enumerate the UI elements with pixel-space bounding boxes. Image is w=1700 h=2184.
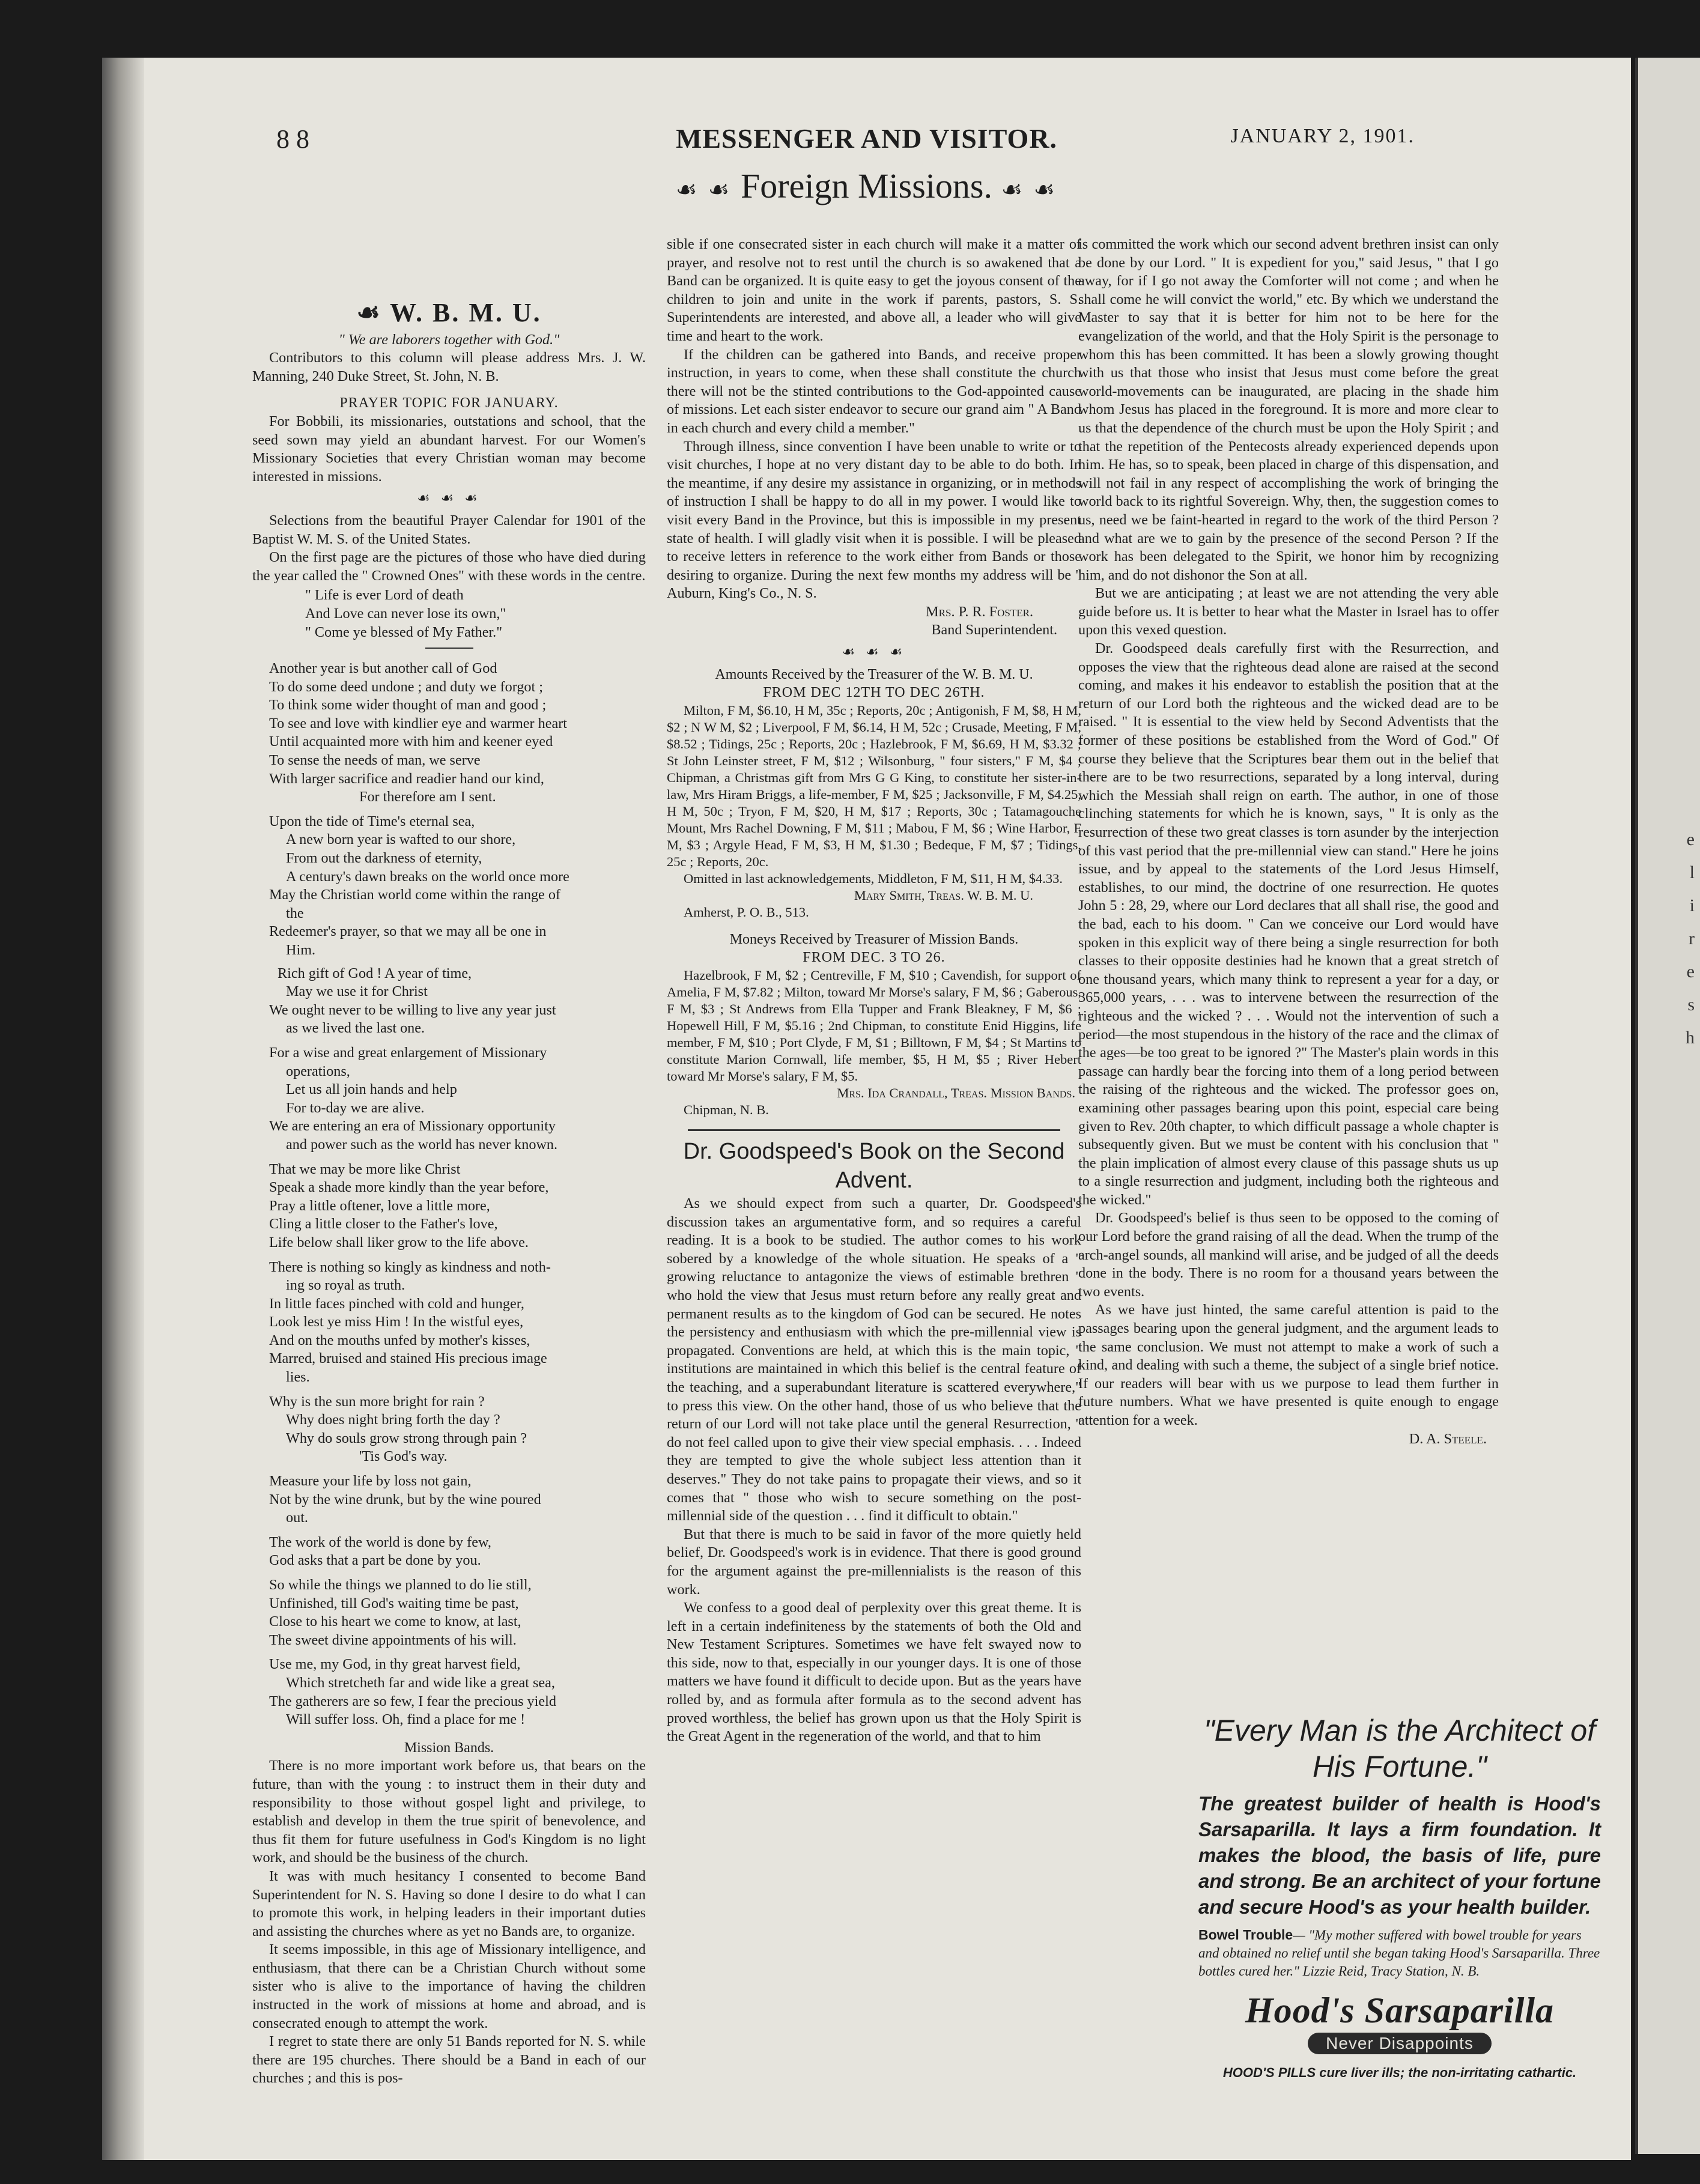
issue-date: JANUARY 2, 1901.	[1230, 125, 1415, 147]
wbmu-heading: ☙ W. B. M. U.	[356, 298, 542, 327]
adjacent-page-sliver	[1635, 58, 1700, 2154]
page-number: 8 8	[276, 124, 309, 154]
mission-bands-para-1: There is no more important work before us, that bears on the future, than with the young : to instruct them in their duty and responsibility to those without gospel light and privilege, to establish and develop in them the true spirit of benevolence, and thus fit them for future usefulness in God's Kingdom is no light work, and should be the business of the church.	[252, 1758, 646, 1866]
signature-foster-title: Band Superintendent.	[931, 622, 1057, 639]
book-review-cont-2: But we are anticipating ; at least we are not attending the very able guide before us. It is better to hear what the Master in Israel has to offer upon this vexed question.	[1078, 585, 1499, 639]
signature-smith: Mary Smith, Treas. W. B. M. U.	[854, 887, 1033, 903]
sliver-letter: e	[1686, 962, 1695, 981]
signature-crandall-address: Chipman, N. B.	[684, 1102, 769, 1118]
book-review-cont-5: As we have just hinted, the same careful attention is paid to the passages bearing upon the general judgment, and the argument leads to the same conclusion. We must not attempt to make a work of such a kind, and dealing with such a theme, the subject of a single brief notice. If our readers will bear with us we purpose to lead them further in future numbers. What we have presented is quite enough to engage attention for a week.	[1078, 1302, 1499, 1428]
poem-work-of-world: The work of the world is done by few, God asks that a part be done by you.	[269, 1533, 491, 1569]
book-review-heading: Dr. Goodspeed's Book on the Second Advent.	[683, 1139, 1065, 1194]
divider-rule	[688, 1129, 1060, 1131]
sliver-letter: r	[1689, 929, 1695, 948]
book-review-para-2: But that there is much to be said in favor of the more quietly held belief, Dr. Goodspeed's work is in evidence. That there is good ground for the argument against the pre-millennialists is the reason of this work.	[667, 1526, 1081, 1598]
amounts-heading: Amounts Received by the Treasurer of the W. B. M. U.	[715, 666, 1033, 682]
section-title	[102, 166, 1631, 206]
mission-bands-cont-1: sible if one consecrated sister in each church will make it a matter of prayer, and resolve not to rest until the church is so awakened that a Band can be organized. It is quite easy to get the joyous consent of the children to join and unite in the work if parents, pastors, S. S. Superintendents are interested, and above all, a leader who will give time and heart to the work.	[667, 236, 1081, 344]
poem-kindness: There is nothing so kingly as kindness and noth- ing so royal as truth. In little faces pinched with cold and hunger, Look lest ye miss Him ! In the wistful eyes, And on the mouths unfed by mother's kisses, Marred, bruised and stained His precious image lies.	[269, 1258, 551, 1386]
wbmu-motto: " We are laborers together with God."	[338, 331, 560, 348]
wbmu-ornament-icon: ☙	[356, 298, 390, 327]
sliver-letter: h	[1686, 1028, 1695, 1048]
column-3	[1078, 235, 1499, 1448]
mission-bands-para-3: It seems impossible, in this age of Missionary intelligence, and enthusiasm, that there can be a Christian Church without some sister who is alive to the importance of having the children instructed in the work of missions at home and abroad, and is consecrated enough to attempt the work.	[252, 1941, 646, 2031]
book-review-cont-4: Dr. Goodspeed's belief is thus seen to be opposed to the coming of our Lord before the grand raising of all the dead. When the trump of the arch-angel sounds, all mankind will arise, and be judged of all the deeds done in the body. There is no room for a thousand years between the two events.	[1078, 1210, 1499, 1300]
poem-like-christ: That we may be more like Christ Speak a shade more kindly than the year before, Pray a little oftener, love a little more, Cling a little closer to the Father's love, Life below shall liker grow to the life above.	[269, 1160, 549, 1251]
column-2	[667, 235, 1081, 1746]
prayer-topic-heading: PRAYER TOPIC FOR JANUARY.	[339, 395, 559, 411]
mission-bands-cont-3: Through illness, since convention I have been unable to write or to visit churches, I hope at no very distant day to be able to do both. In the meantime, if any desire my assistance in organizing, or in methods of instruction I shall be happy to do all in my power. I would like to visit every Band in the Province, but this is impossible in my present state of health. I will gladly visit when it is possible. I will be pleased to receive letters in reference to the work either from Bands or those desiring to organize. During the next few months my address will be " Auburn, King's Co., N. S.	[667, 438, 1081, 602]
section-title-text: Foreign Missions.	[741, 166, 992, 205]
mission-bands-para-2: It was with much hesitancy I consented to become Band Superintendent for N. S. Having so done I desire to do what I can to promote this work, in helping leaders in their important duties and assisting the churches where as yet no Bands are, to organize.	[252, 1867, 646, 1940]
signature-smith-address: Amherst, P. O. B., 513.	[684, 904, 809, 920]
ornament-left-icon: ☙ ☙	[675, 176, 732, 203]
newspaper-page	[102, 58, 1631, 2160]
ad-logo	[1198, 1990, 1601, 2054]
ad-brand-name: Hood's Sarsaparilla	[1245, 1991, 1555, 2030]
section-divider-stars: ☙ ☙ ☙	[842, 645, 906, 661]
signature-crandall: Mrs. Ida Crandall, Treas. Mission Bands.	[837, 1085, 1075, 1101]
ad-testimonial-text: — "My mother suffered with bowel trouble for years and obtained no relief until she began taking Hood's Sarsaparilla. Three bottles cured her." Lizzie Reid, Tracy Station, N. B.	[1198, 1928, 1600, 1979]
ad-testimonial	[1198, 1926, 1601, 1980]
column-1	[252, 226, 646, 2088]
signature-steele: D. A. Steele.	[1409, 1430, 1487, 1447]
signature-foster: Mrs. P. R. Foster.	[926, 603, 1033, 620]
motto-verse: " Life is ever Lord of death And Love can never lose its own," " Come ye blessed of My Father."	[305, 587, 506, 640]
poem-another-year: Another year is but another call of God To do some deed undone ; and duty we forgot ; To think some wider thought of man and good ; To see and love with kindlier eye and warmer heart Until acquainted more with him and keener eyed To sense the needs of man, we serve With larger sacrifice and readier hand our kind, For therefore am I sent.	[269, 660, 567, 805]
poem-measure: Measure your life by loss not gain, Not by the wine drunk, but by the wine poured out.	[269, 1473, 541, 1526]
poem-gods-way: Why is the sun more bright for rain ? Why does night bring forth the day ? Why do souls grow strong through pain ? 'Tis God's way.	[269, 1393, 527, 1465]
poem-tide-of-time: Upon the tide of Time's eternal sea, A new born year is wafted to our shore, From out the darkness of eternity, A century's dawn breaks on the world once more May the Christian world come within the range of the Redeemer's prayer, so that we may all be one in Him. Rich gift of God ! A year of time, May we use it for Christ We ought never to be willing to live any year just as we lived the last one.	[269, 813, 569, 1037]
divider-rule	[425, 648, 473, 649]
ad-headline: "Every Man is the Architect of His Fortune."	[1203, 1714, 1596, 1783]
prayer-topic-text: For Bobbili, its missionaries, outstations and school, that the seed sown may yield an abundant harvest. For our Women's Missionary Societies that every Christian woman may become interested in missions.	[252, 413, 646, 485]
mission-bands-para-4: I regret to state there are only 51 Bands reported for N. S. while there are 195 churches. There should be a Band in each of our churches ; and this is pos-	[252, 2033, 646, 2087]
amounts-list: Milton, F M, $6.10, H M, 35c ; Reports, 20c ; Antigonish, F M, $8, H M, $2 ; N W M, $2 ; Liverpool, F M, $6.14, H M, 52c ; Crusade, Meeting, F M, $8.52 ; Tidings, 25c ; Reports, 20c ; Hazlebrook, F M, $6.69, H M, $3.32 ; St John Leinster street, F M, $12 ; Wilsonburg, " four sisters," F M, $4 ; Chipman, a Christmas gift from Mrs G G King, to constitute her sister-in-law, Mrs Hiram Briggs, a life-member, F M, $25 ; Jacksonville, F M, $4.25, H M, 50c ; Tryon, F M, $20, H M, $17 ; Reports, 30c ; Tatamagouche Mount, Mrs Rachel Downing, F M, $11 ; Mabou, F M, $6 ; Wine Harbor, F M, $3 ; Argyle Head, F M, $3, H M, $1.30 ; Bedeque, F M, $7 ; Tidings, 25c ; Reports, 20c.	[667, 702, 1081, 869]
ad-body: The greatest builder of health is Hood's Sarsaparilla. It lays a firm foundation. It makes the blood, the basis of life, pure and strong. Be an architect of your fortune and secure Hood's as your health builder.	[1198, 1792, 1601, 1918]
ad-slogan: Never Disappoints	[1308, 2033, 1492, 2054]
moneys-date-range: FROM DEC. 3 TO 26.	[803, 950, 946, 966]
amounts-omitted: Omitted in last acknowledgements, Middleton, F M, $11, H M, $4.33.	[684, 870, 1063, 886]
ad-footer: HOOD'S PILLS cure liver ills; the non-irritating cathartic.	[1222, 2065, 1577, 2080]
poem-use-me: Use me, my God, in thy great harvest field, Which stretcheth far and wide like a great sea, The gatherers are so few, I fear the precious yield Will suffer loss. Oh, find a place for me !	[269, 1656, 556, 1728]
section-divider-stars: ☙ ☙ ☙	[417, 491, 481, 507]
sliver-letter: e	[1686, 830, 1695, 849]
amounts-date-range: FROM DEC 12TH TO DEC 26TH.	[763, 685, 985, 701]
masthead: MESSENGER AND VISITOR.	[675, 123, 1058, 154]
poem-things-planned: So while the things we planned to do lie still, Unfinished, till God's waiting time be past, Close to his heart we come to know, at last, The sweet divine appointments of his will.	[269, 1577, 532, 1648]
selections-para-1: Selections from the beautiful Prayer Calendar for 1901 of the Baptist W. M. S. of the United States.	[252, 512, 646, 547]
sliver-letter: s	[1687, 995, 1695, 1015]
book-review-para-3: We confess to a good deal of perplexity over this great theme. It is left in a certain indefiniteness by the statements of both the Old and New Testament Scriptures. Sometimes we have felt swayed now to this side, now to that, especially in our younger days. It is one of those matters we have found it difficult to decide upon. But as the years have rolled by, and as formula after formula as to the second advent has proved worthless, the belief has grown upon us that the Holy Spirit is the Great Agent in the regeneration of the world, and that to him	[667, 1600, 1081, 1745]
mission-bands-cont-2: If the children can be gathered into Bands, and receive proper instruction, in years to come, when these shall constitute the church there will not be the stinted contributions to the God-appointed cause of missions. Let each sister endeavor to secure our grand aim " A Band in each church and every child a member."	[667, 346, 1081, 436]
book-review-cont-1: is committed the work which our second advent brethren insist can only be done by our Lord. " It is expedient for you," said Jesus, " that I go away, for if I go not away the Comforter will not come ; and when he shall come he will convict the world," etc. By which we understand the Master to say that it is better for him not to be here for the evangelization of the world, and that the Holy Spirit is the personage to whom this has been committed. It has been a slowly growing thought with us that those who insist that Jesus must come before the great world-movements can be inaugurated, are placing in the shade him whom Jesus has placed in the foreground. It is more and more clear to us that the dependence of the church must be upon the Holy Spirit ; and that the repetition of the Pentecosts already experienced depends upon him. He has, so to speak, been placed in charge of this dispensation, and will not fail in any respect of accomplishing the work of bringing the world back to its rightful Sovereign. Why, then, the suggestion comes to us, need we be faint-hearted in regard to the work of the third Person ? and what are we to gain by the presence of the second Person ? If the work has been delegated to the Spirit, we honor him by recognizing him, and do not dishonor the Son at all.	[1078, 236, 1499, 583]
book-review-cont-3: Dr. Goodspeed deals carefully first with the Resurrection, and opposes the view that the righteous dead alone are raised at the second coming, and makes it his endeavor to establish the position that at the return of our Lord both the righteous and the wicked dead are to be raised. " It is essential to the view held by Second Adventists that the former of these positions be established from the Word of God." Of course they believe that the Scriptures bear them out in the belief that there are to be two resurrections, separated by a long interval, during which the Messiah shall reign on earth. The author, in one of those clinching statements for which he is known, says, " It is only as the resurrection of these two great classes is torn asunder by the interjection of this vast period that the pre-millennial view can stand." Here he joins issue, and by appeal to the statements of the Lord Jesus Himself, establishes, to our mind, the doctrine of one resurrection. He quotes John 5 : 28, 29, where our Lord declares that all shall rise, the good and the bad, each to his doom. " Can we conceive our Lord would have spoken in this explicit way of there being a single resurrection for both classes to their opposite destinies had he known that a great stretch of one thousand years, which many think to represent a year for a day, or 365,000 years, . . . was to intervene between the resurrection of the righteous and the wicked ? . . . Would not the intervention of such a period—the most stupendous in the history of the race and the climax of the ages—be too great to be ignored ?" The Master's plain words in this passage can hardly bear the forcing into them of a long period between the raising of the righteous and the wicked. The professor goes on, examining other passages bearing upon this point, especial care being given to Rev. 20th chapter, to which difficult passage a whole chapter is subsequently given. But we must be content with his conclusion that " the plain implication of almost every clause of this passage shuts us up to a single resurrection and judgment, including both the righteous and the wicked."	[1078, 640, 1499, 1208]
ornament-right-icon: ☙ ☙	[1001, 176, 1058, 203]
sliver-letter: i	[1689, 896, 1695, 915]
selections-para-2: On the first page are the pictures of those who have died during the year called the " Crowned Ones" with these words in the centre.	[252, 549, 646, 584]
poem-enlargement: For a wise and great enlargement of Missionary operations, Let us all join hands and help For to-day we are alive. We are entering an era of Missionary opportunity and power such as the world has never known.	[269, 1044, 558, 1153]
hoods-sarsaparilla-ad	[1198, 1712, 1601, 2160]
moneys-list: Hazelbrook, F M, $2 ; Centreville, F M, $10 ; Cavendish, for support of Amelia, F M, $7.82 ; Milton, toward Mr Morse's salary, F M, $6 ; Gaberous, F M, $3 ; St Andrews from Ella Tupper and Frank Bleakney, F M, $6 ; Hopewell Hill, F M, $5.16 ; 2nd Chipman, to constitute Enid Higgins, life member, F M, $10 ; Port Clyde, F M, $1 ; Billtown, F M, $4 ; St Martins to constitute Marion Cornwall, life member, $5, H M, $5 ; River Hebert toward Mr Morse's salary, F M, $5.	[667, 968, 1081, 1084]
moneys-heading: Moneys Received by Treasurer of Mission Bands.	[729, 931, 1019, 947]
contributors-note: Contributors to this column will please address Mrs. J. W. Manning, 240 Duke Street, St. John, N. B.	[252, 350, 646, 384]
page-gutter-shadow	[102, 58, 144, 2160]
book-review-para-1: As we should expect from such a quarter, Dr. Goodspeed's discussion takes an argumentative form, and so requires a careful reading. It is a book to be studied. The author comes to his work sobered by a knowledge of the whole situation. He speaks of a " growing reluctance to antagonize the views of estimable brethren " who hold the view that Jesus must return before any really great and permanent results as to the kingdom of God can be secured. He notes the persistency and enthusiasm with which the pre-millennial view is propagated. Conventions are held, at which this is the main topic, " institutions are maintained in which this belief is the central feature of the teaching, and a superabundant literature is scattered everywhere," to press this view. On the other hand, those of us who believe that the return of our Lord will not take place until the general Resurrection, " do not feel called upon to give their view special emphasis. . . . Indeed they are tempted to give the whole subject less attention than it deserves." They do not take pains to propagate their views, and so it comes that " those who wish to secure something on the post-millennial side of the question . . . find it difficult to obtain."	[667, 1195, 1081, 1524]
sliver-letter: l	[1689, 863, 1695, 882]
mission-bands-heading: Mission Bands.	[404, 1740, 494, 1756]
ad-testimonial-label: Bowel Trouble	[1198, 1927, 1293, 1943]
